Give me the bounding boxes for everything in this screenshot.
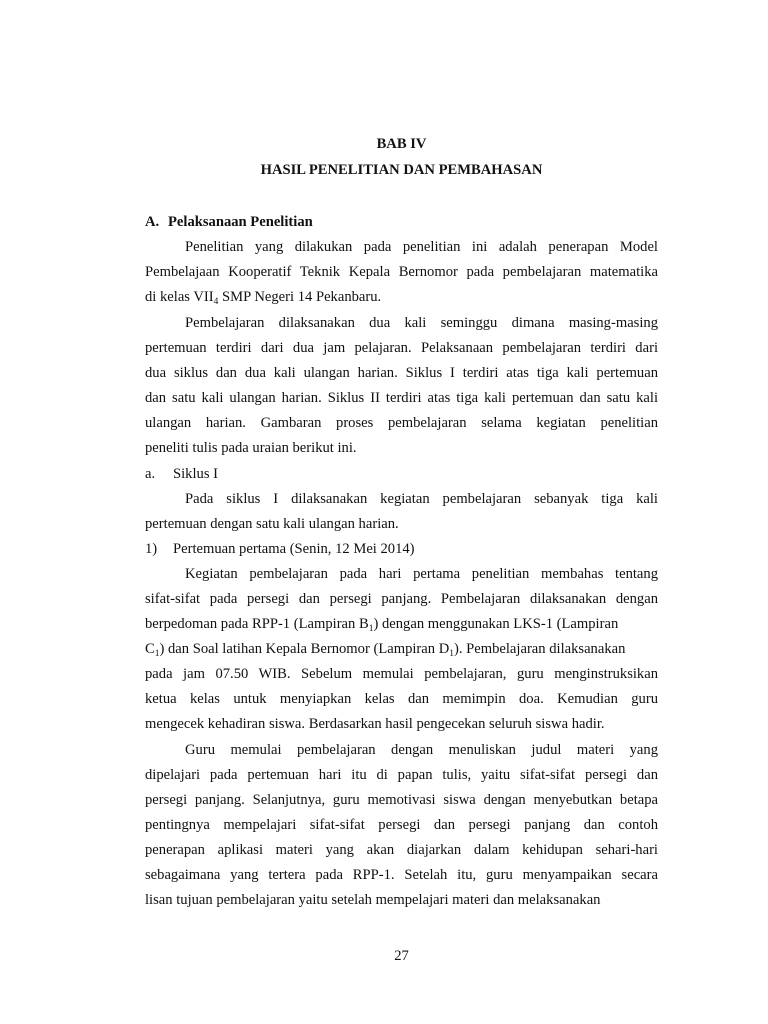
text-run: SMP Negeri 14 Pekanbaru.: [218, 289, 382, 305]
page-number: 27: [394, 948, 409, 964]
text-run: ) dan Soal latihan Kepala Bernomor (Lampiran D: [159, 641, 450, 657]
paragraph-line: [145, 287, 658, 307]
subsection-heading: [145, 464, 658, 484]
paragraph-line: dua siklus dan dua kali ulangan harian. Siklus I terdiri atas tiga kali pertemuan: [145, 365, 658, 381]
paragraph-line: ulangan harian. Gambaran proses pembelajaran selama kegiatan penelitian: [145, 415, 658, 431]
paragraph-line: lisan tujuan pembelajaran yaitu setelah mempelajari materi dan melaksanakan: [145, 892, 601, 908]
paragraph-line: persegi panjang. Selanjutnya, guru memotivasi siswa dengan menyebutkan betapa: [145, 792, 658, 808]
subscript: 1: [449, 649, 454, 659]
paragraph-line: Penelitian yang dilakukan pada penelitian ini adalah penerapan Model: [185, 239, 658, 255]
paragraph-line: sifat-sifat pada persegi dan persegi panjang. Pembelajaran dilaksanakan dengan: [145, 591, 658, 607]
paragraph-line: Pada siklus I dilaksanakan kegiatan pembelajaran sebanyak tiga kali: [185, 491, 658, 507]
paragraph-line: [145, 614, 658, 634]
paragraph-line: mengecek kehadiran siswa. Berdasarkan hasil pengecekan seluruh siswa hadir.: [145, 716, 605, 732]
text-run: berpedoman pada RPP-1 (Lampiran B: [145, 616, 369, 632]
list-item-marker: 1): [145, 541, 158, 557]
paragraph-line: Pembelajaran dilaksanakan dua kali seminggu dimana masing-masing: [185, 315, 658, 331]
paragraph-line: pentingnya mempelajari sifat-sifat persegi dan persegi panjang dan contoh: [145, 817, 658, 833]
section-title: Pelaksanaan Penelitian: [168, 214, 313, 230]
section-heading: [145, 212, 658, 232]
paragraph-line: ketua kelas untuk menyiapkan kelas dan memimpin doa. Kemudian guru: [145, 691, 658, 707]
list-item-heading: [145, 539, 658, 559]
text-run: ). Pembelajaran dilaksanakan: [454, 641, 626, 657]
chapter-number: BAB IV: [376, 136, 427, 152]
paragraph-line: Guru memulai pembelajaran dengan menuliskan judul materi yang: [185, 742, 658, 758]
document-page: [145, 0, 658, 1024]
paragraph-line: penerapan aplikasi materi yang akan diajarkan dalam kehidupan sehari-hari: [145, 842, 658, 858]
paragraph-line: [145, 639, 658, 659]
paragraph-line: pada jam 07.50 WIB. Sebelum memulai pembelajaran, guru menginstruksikan: [145, 666, 658, 682]
paragraph-line: dan satu kali ulangan harian. Siklus II terdiri atas tiga kali pertemuan dan satu kali: [145, 390, 658, 406]
paragraph-line: Pembelajaan Kooperatif Teknik Kepala Bernomor pada pembelajaran matematika: [145, 264, 658, 280]
subscript: 1: [368, 624, 374, 634]
paragraph-line: pertemuan dengan satu kali ulangan harian.: [145, 516, 399, 532]
paragraph-line: dipelajari pada pertemuan hari itu di papan tulis, yaitu sifat-sifat persegi dan: [145, 767, 658, 783]
paragraph-line: pertemuan terdiri dari dua jam pelajaran. Pelaksanaan pembelajaran terdiri dari: [145, 340, 658, 356]
subsection-marker: a.: [145, 466, 156, 482]
text-run: C: [145, 641, 155, 657]
subscript: 1: [154, 649, 160, 659]
subscript: 4: [213, 297, 219, 307]
subsection-title: Siklus I: [173, 466, 219, 482]
section-marker: A.: [145, 214, 160, 230]
paragraph-line: peneliti tulis pada uraian berikut ini.: [145, 440, 357, 456]
text-run: ) dengan menggunakan LKS-1 (Lampiran: [373, 616, 619, 632]
text-run: di kelas VII: [145, 289, 214, 305]
paragraph-line: sebagaimana yang tertera pada RPP-1. Setelah itu, guru menyampaikan secara: [145, 867, 658, 883]
list-item-title: Pertemuan pertama (Senin, 12 Mei 2014): [173, 541, 415, 557]
text-run: [145, 614, 618, 634]
chapter-title: HASIL PENELITIAN DAN PEMBAHASAN: [260, 162, 543, 178]
paragraph-line: Kegiatan pembelajaran pada hari pertama penelitian membahas tentang: [185, 566, 658, 582]
